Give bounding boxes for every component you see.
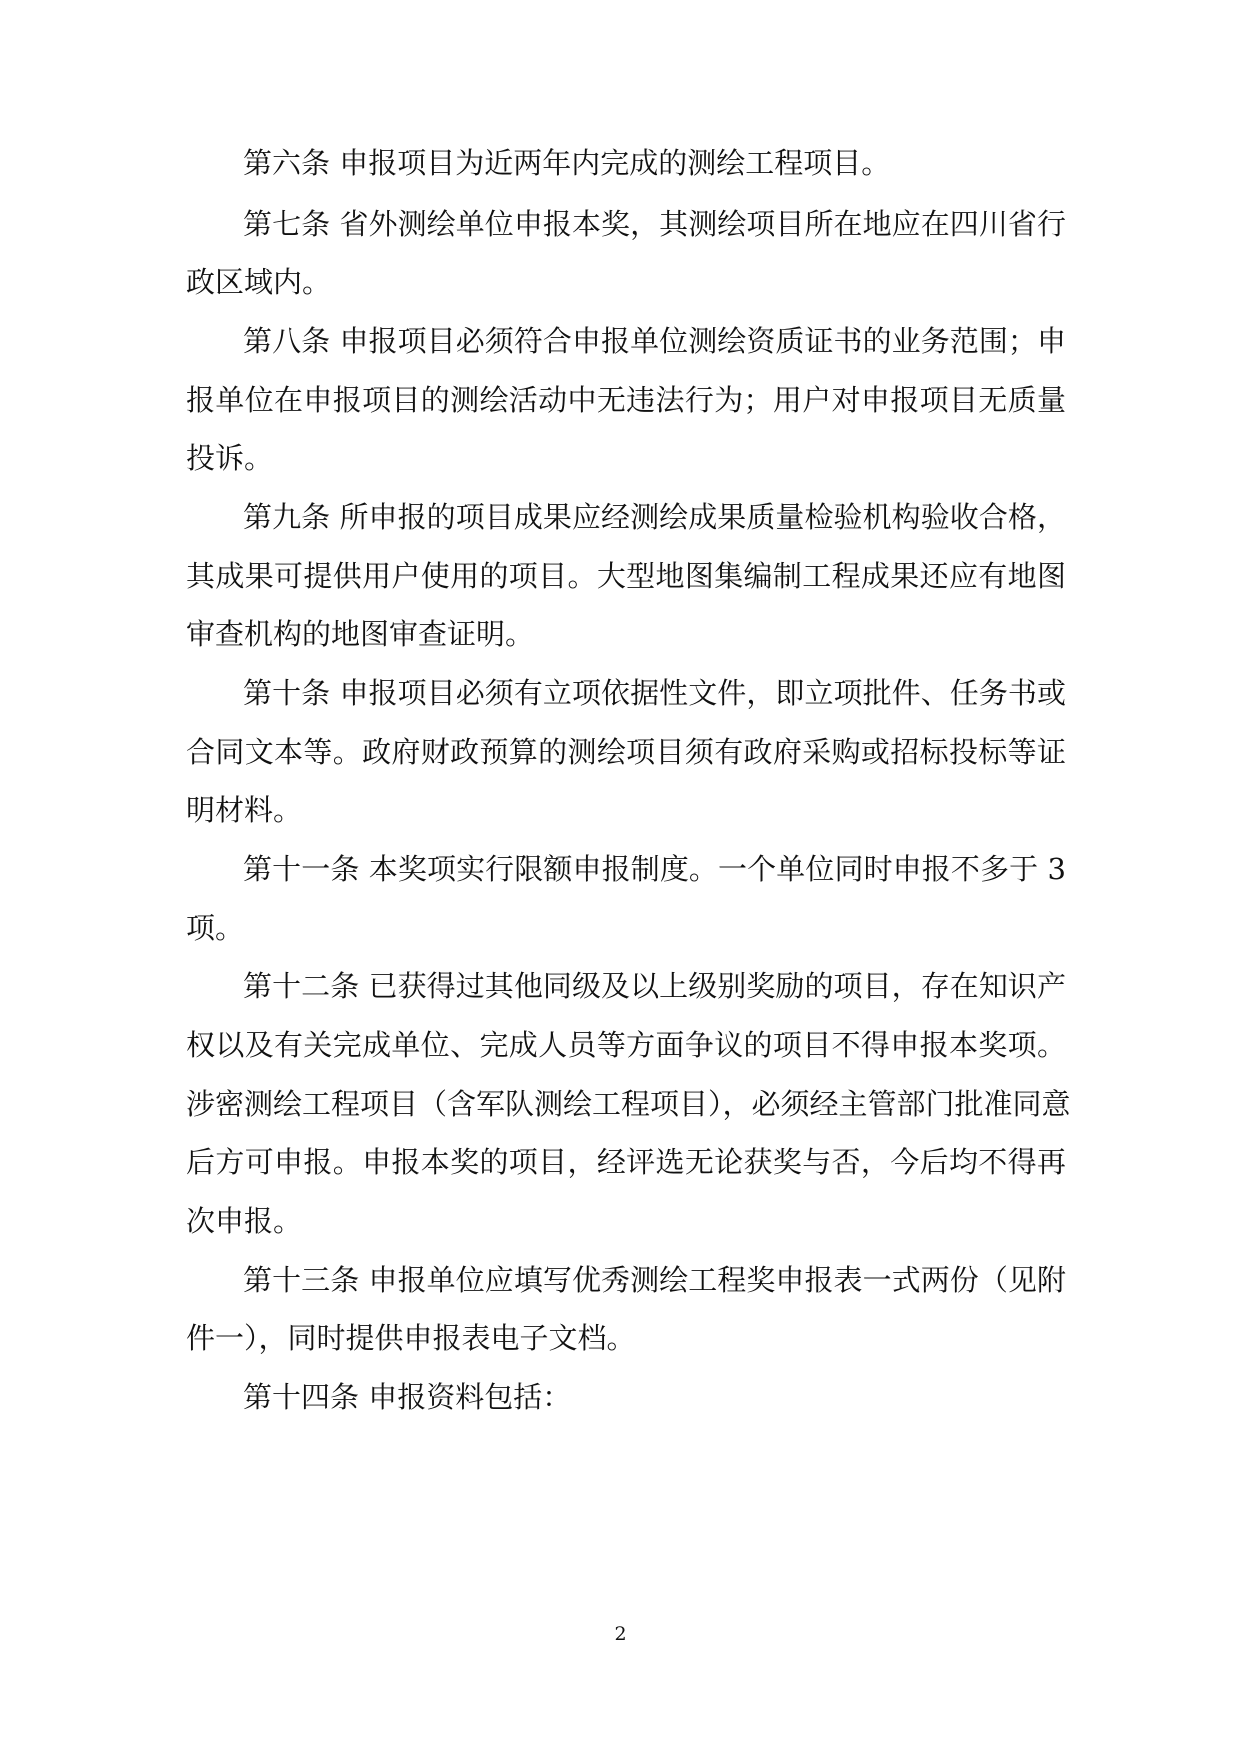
article-12-line-2: 权以及有关完成单位、完成人员等方面争议的项目不得申报本奖项。: [186, 1028, 1066, 1062]
article-7-line-1: 第七条 省外测绘单位申报本奖，其测绘项目所在地应在四川省行: [243, 207, 1066, 241]
article-8-line-2: 报单位在申报项目的测绘活动中无违法行为；用户对申报项目无质量: [186, 383, 1066, 417]
article-8-line-3: 投诉。: [186, 441, 274, 475]
article-7-line-2: 政区域内。: [186, 265, 332, 299]
article-14-line-1: 第十四条 申报资料包括：: [243, 1380, 572, 1414]
article-11-line-1: 第十一条 本奖项实行限额申报制度。一个单位同时申报不多于 3: [243, 852, 1066, 886]
article-9-line-3: 审查机构的地图审查证明。: [186, 617, 535, 651]
article-12-line-4: 后方可申报。申报本奖的项目，经评选无论获奖与否，今后均不得再: [186, 1145, 1066, 1179]
article-6-line-1: 第六条 申报项目为近两年内完成的测绘工程项目。: [243, 146, 891, 180]
article-10-line-1: 第十条 申报项目必须有立项依据性文件，即立项批件、任务书或: [243, 676, 1066, 710]
article-13-line-2: 件一），同时提供申报表电子文档。: [186, 1321, 636, 1355]
article-10-line-2: 合同文本等。政府财政预算的测绘项目须有政府采购或招标投标等证: [186, 735, 1066, 769]
article-13-line-1: 第十三条 申报单位应填写优秀测绘工程奖申报表一式两份（见附: [243, 1263, 1066, 1297]
article-12-line-3: 涉密测绘工程项目（含军队测绘工程项目），必须经主管部门批准同意: [186, 1087, 1071, 1121]
article-12-line-1: 第十二条 已获得过其他同级及以上级别奖励的项目，存在知识产: [243, 969, 1066, 1003]
article-9-line-2: 其成果可提供用户使用的项目。大型地图集编制工程成果还应有地图: [186, 559, 1066, 593]
article-10-line-3: 明材料。: [186, 793, 303, 827]
article-11-line-2: 项。: [186, 911, 245, 945]
article-9-line-1: 第九条 所申报的项目成果应经测绘成果质量检验机构验收合格，: [243, 500, 1066, 534]
page-number: 2: [614, 1623, 627, 1645]
article-8-line-1: 第八条 申报项目必须符合申报单位测绘资质证书的业务范围；申: [243, 324, 1066, 358]
article-12-line-5: 次申报。: [186, 1204, 303, 1238]
